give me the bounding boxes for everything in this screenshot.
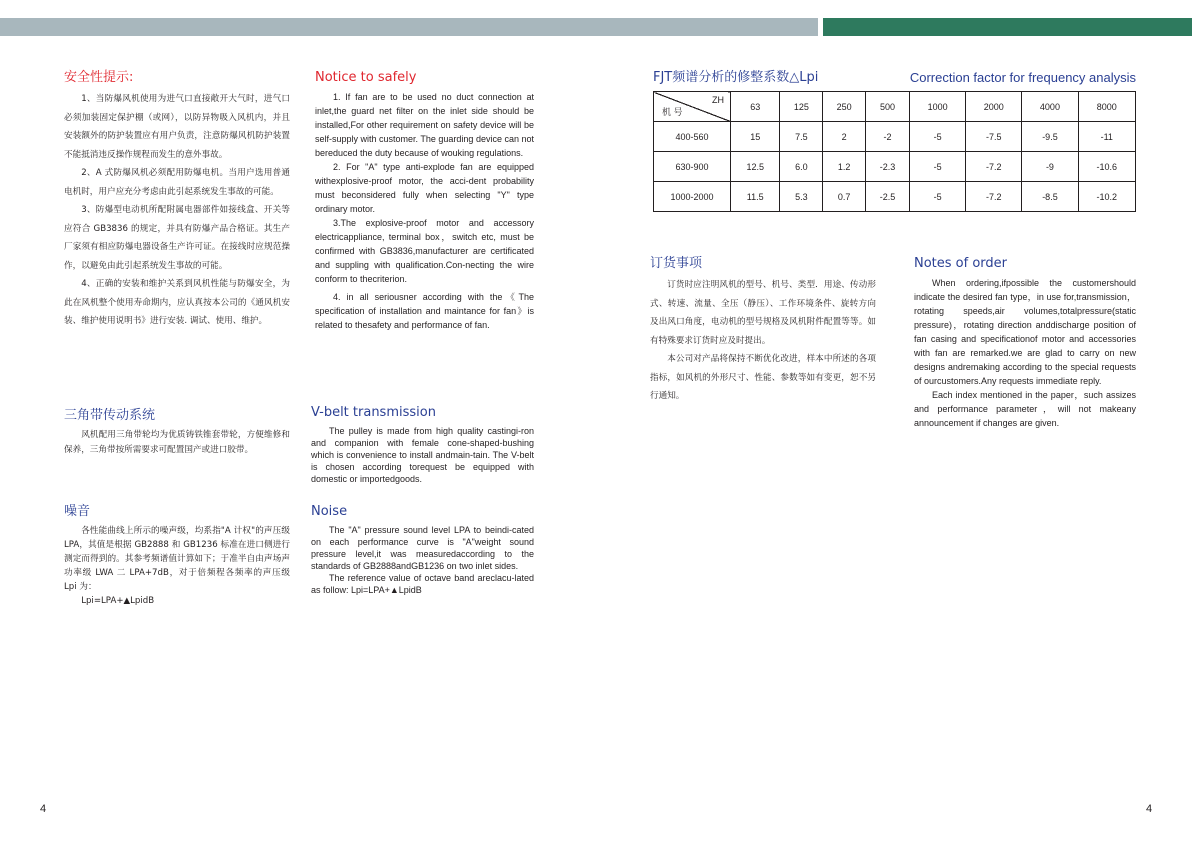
- table-cell: 0.7: [823, 182, 866, 212]
- order-zh-section: [650, 256, 876, 406]
- table-cell: -5: [910, 152, 966, 182]
- order-zh-title: 订货事项: [650, 256, 703, 271]
- vbelt-zh-section: [64, 408, 290, 458]
- safety-zh-title: 安全性提示:: [64, 70, 134, 85]
- page-number-left: 4: [40, 803, 47, 815]
- table-row: [654, 152, 1136, 182]
- freq-header-cell: 250: [823, 92, 866, 122]
- header-row-label: 机 号: [662, 107, 683, 117]
- table-cell: 6.0: [780, 152, 823, 182]
- safety-en-p1: 1. If fan are to be used no duct connection at inlet,the guard net filter on the inlet side should be installed,For other requirement on safety device will be self-supply with customer. The guarding device can not bereduced the duty because of wouking regulations.: [315, 92, 534, 158]
- table-cell: 15: [731, 122, 780, 152]
- table-corner-cell: [654, 92, 731, 122]
- safety-zh-p4: 4、正确的安装和维护关系到风机性能与防爆安全，为此在风机整个使用寿命期内，应认真按本公司的《通风机安装、维护使用说明书》进行安装. 调试、使用、维护。: [64, 279, 290, 326]
- safety-en-p4: 4. in all seriousner according with the《The specification of installation and maintance for fan》is related to thesafety and performance of fan.: [315, 292, 534, 330]
- table-cell: -7.2: [966, 182, 1022, 212]
- table-cell: -11: [1078, 122, 1135, 152]
- table-cell: -10.6: [1078, 152, 1135, 182]
- table-cell: -10.2: [1078, 182, 1135, 212]
- freq-header-cell: 2000: [966, 92, 1022, 122]
- freq-header-cell: 125: [780, 92, 823, 122]
- table-cell: -2.3: [866, 152, 910, 182]
- noise-zh-section: [64, 504, 290, 608]
- correction-factor-table: [653, 91, 1136, 212]
- noise-zh-p1: 各性能曲线上所示的噪声级，均系指"A 计权"的声压级 LPA，其值是根据 GB2888 和 GB1236 标准在进口侧进行测定而得到的。其参考频谱值计算如下；于准半自由声场声功率级 LWA 二 LPA+7dB，对于倍频程各频率的声压级 Lpi 为：: [64, 526, 290, 592]
- safety-en-p2: 2. For "A" type anti-explode fan are equipped withexplosive-proof motor, the acci-dent probability must beconsidered fully when selecting "Y" type ordinary motor.: [315, 162, 534, 214]
- freq-header-cell: 1000: [910, 92, 966, 122]
- table-cell: -7.2: [966, 152, 1022, 182]
- order-en-p2: Each index mentioned in the paper，such assizes and performance parameter，will not makeany announcement if changes are given.: [914, 390, 1136, 428]
- vbelt-en-section: [311, 405, 534, 485]
- order-zh-p2: 本公司对产品将保持不断优化改进，样本中所述的各项指标，如风机的外形尺寸、性能、参数等如有变更，恕不另行通知。: [650, 354, 876, 401]
- freq-header-cell: 4000: [1022, 92, 1078, 122]
- table-header-row: [654, 92, 1136, 122]
- table-row: [654, 182, 1136, 212]
- safety-zh-p1: 1、当防爆风机使用为进气口直接敞开大气时，进气口必须加装固定保护棚（或网），以防异物吸入风机内，并且安装额外的防护装置应有用户负责，注意防爆风机防护装置不能抵消违反操作规程而发生的意外事故。: [64, 94, 290, 160]
- order-zh-p1: 订货时应注明风机的型号、机号、类型．用途、传动形式、转速、流量、全压（静压）、工作环境条件、旋转方向及出风口角度，电动机的型号规格及风机附件配置等等。如有特殊要求订货时应及时提出。: [650, 280, 876, 346]
- order-en-p1: When ordering,ifpossible the customershould indicate the desired fan type，in use for,transmission，rotating speeds,air volumes,totalpressure(static pressure)，rotating direction anddischarge position of fan casing and specificationof motor and accessories with fan are remarked.we are glad to carry on new designs andremaking according to the special requests of ourcustomers.Any requests immediate reply.: [914, 278, 1136, 386]
- table-cell: -9: [1022, 152, 1078, 182]
- vbelt-en-p1: The pulley is made from high quality castingi-ron and companion with female cone-shaped-bushing which is convenience to install andmain-tain. The V-belt is chosen according torequest be equipped with domestic or importedgoods.: [311, 426, 534, 484]
- freq-header: [653, 70, 1136, 88]
- freq-header-cell: 63: [731, 92, 780, 122]
- table-cell: -5: [910, 182, 966, 212]
- table-cell: 12.5: [731, 152, 780, 182]
- vbelt-zh-p1: 风机配用三角带轮均为优质铸铁锥套带轮，方便维修和保养，三角带按所需要求可配置国产或进口胶带。: [64, 430, 290, 455]
- safety-zh-section: [64, 70, 290, 331]
- safety-zh-p3: 3、防爆型电动机所配附属电器部件如接线盒、开关等应符合 GB3836 的规定，并具有防爆产品合格证。其生产厂家须有相应防爆电器设备生产许可证。在接线时应规范操作，以避免由此引起系统发生事故的可能。: [64, 205, 290, 271]
- noise-zh-title: 噪音: [64, 504, 91, 519]
- table-cell: -5: [910, 122, 966, 152]
- noise-en-p1: The "A" pressure sound level LPA to beindi-cated on each performance curve is "A"weight sound pressure level,it was measuredaccording to the standards of GB2888andGB1236 on two inlet sides.: [311, 525, 534, 571]
- row-label-cell: 630-900: [654, 152, 731, 182]
- table-cell: -2: [866, 122, 910, 152]
- order-en-section: [914, 256, 1136, 430]
- row-label-cell: 400-560: [654, 122, 731, 152]
- page-number-right: 4: [1146, 803, 1153, 815]
- top-bar-right: [823, 18, 1192, 36]
- table-cell: 5.3: [780, 182, 823, 212]
- table-cell: 2: [823, 122, 866, 152]
- safety-zh-p2: 2、A 式防爆风机必须配用防爆电机。当用户选用普通电机时，用户应充分考虑由此引起系统发生事故的可能。: [64, 168, 290, 197]
- freq-header-cell: 8000: [1078, 92, 1135, 122]
- noise-en-p2: The reference value of octave band areclacu-lated as follow: Lpi=LPA+▲LpidB: [311, 573, 534, 595]
- noise-zh-formula: Lpi=LPA+▲LpidB: [81, 596, 155, 606]
- safety-en-section: [315, 70, 534, 332]
- table-row: [654, 122, 1136, 152]
- safety-en-title: Notice to safely: [315, 70, 417, 85]
- order-en-title: Notes of order: [914, 256, 1008, 271]
- freq-title-en: Correction factor for frequency analysis: [909, 70, 1136, 85]
- table-cell: 1.2: [823, 152, 866, 182]
- table-cell: -9.5: [1022, 122, 1078, 152]
- table-cell: -2.5: [866, 182, 910, 212]
- freq-header-cell: 500: [866, 92, 910, 122]
- row-label-cell: 1000-2000: [654, 182, 731, 212]
- noise-en-title: Noise: [311, 504, 348, 519]
- table-cell: -8.5: [1022, 182, 1078, 212]
- table-cell: 7.5: [780, 122, 823, 152]
- table-cell: -7.5: [966, 122, 1022, 152]
- vbelt-en-title: V-belt transmission: [311, 405, 436, 420]
- top-bar-left: [0, 18, 818, 36]
- safety-en-p3: 3.The explosive-proof motor and accessory electricappliance, terminal box，switch etc, must be confirmed with GB3836,manufacturer are certificated and suppling with qualification.Con-necting the wire conform to thecriterion.: [315, 218, 534, 284]
- noise-en-section: [311, 504, 534, 596]
- header-zh-label: ZH: [712, 95, 724, 105]
- vbelt-zh-title: 三角带传动系统: [64, 408, 156, 423]
- table-cell: 11.5: [731, 182, 780, 212]
- freq-title-zh: FJT频谱分析的修整系数△Lpi: [653, 70, 819, 85]
